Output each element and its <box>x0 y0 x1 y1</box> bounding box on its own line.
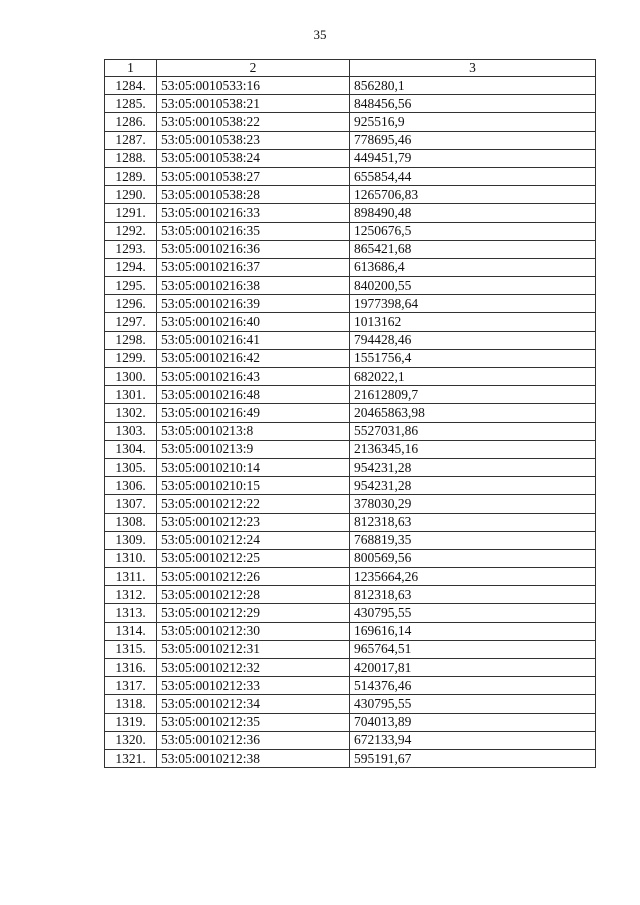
table-row <box>105 240 596 258</box>
cadastral-number: 53:05:0010216:41 <box>157 331 350 349</box>
cadastral-table <box>104 59 596 768</box>
value-cell: 965764,51 <box>350 640 596 658</box>
cadastral-number: 53:05:0010216:42 <box>157 349 350 367</box>
table-row <box>105 149 596 167</box>
value-cell: 840200,55 <box>350 277 596 295</box>
row-number: 1285. <box>105 95 157 113</box>
row-number: 1296. <box>105 295 157 313</box>
value-cell: 954231,28 <box>350 458 596 476</box>
cadastral-number: 53:05:0010216:37 <box>157 258 350 276</box>
cadastral-number: 53:05:0010538:23 <box>157 131 350 149</box>
cadastral-number: 53:05:0010216:40 <box>157 313 350 331</box>
table-row <box>105 695 596 713</box>
cadastral-number: 53:05:0010212:24 <box>157 531 350 549</box>
value-cell: 925516,9 <box>350 113 596 131</box>
value-cell: 954231,28 <box>350 477 596 495</box>
cadastral-number: 53:05:0010216:49 <box>157 404 350 422</box>
value-cell: 1235664,26 <box>350 568 596 586</box>
row-number: 1317. <box>105 677 157 695</box>
value-cell: 1013162 <box>350 313 596 331</box>
cadastral-number: 53:05:0010216:36 <box>157 240 350 258</box>
value-cell: 848456,56 <box>350 95 596 113</box>
row-number: 1290. <box>105 186 157 204</box>
cadastral-number: 53:05:0010212:25 <box>157 549 350 567</box>
row-number: 1321. <box>105 749 157 767</box>
table-row <box>105 331 596 349</box>
value-cell: 613686,4 <box>350 258 596 276</box>
table-row <box>105 131 596 149</box>
row-number: 1310. <box>105 549 157 567</box>
table-row <box>105 495 596 513</box>
value-cell: 20465863,98 <box>350 404 596 422</box>
cadastral-number: 53:05:0010212:22 <box>157 495 350 513</box>
value-cell: 169616,14 <box>350 622 596 640</box>
value-cell: 430795,55 <box>350 604 596 622</box>
cadastral-number: 53:05:0010538:28 <box>157 186 350 204</box>
cadastral-number: 53:05:0010212:23 <box>157 513 350 531</box>
value-cell: 449451,79 <box>350 149 596 167</box>
cadastral-number: 53:05:0010212:28 <box>157 586 350 604</box>
row-number: 1315. <box>105 640 157 658</box>
table-row <box>105 386 596 404</box>
table-row <box>105 458 596 476</box>
table-row <box>105 604 596 622</box>
row-number: 1312. <box>105 586 157 604</box>
header-col-3: 3 <box>350 60 596 77</box>
table-row <box>105 568 596 586</box>
table-row <box>105 295 596 313</box>
value-cell: 794428,46 <box>350 331 596 349</box>
value-cell: 420017,81 <box>350 659 596 677</box>
table-body <box>105 60 596 768</box>
value-cell: 812318,63 <box>350 586 596 604</box>
table-row <box>105 731 596 749</box>
cadastral-number: 53:05:0010216:38 <box>157 277 350 295</box>
cadastral-number: 53:05:0010538:27 <box>157 167 350 185</box>
cadastral-number: 53:05:0010538:24 <box>157 149 350 167</box>
value-cell: 778695,46 <box>350 131 596 149</box>
row-number: 1301. <box>105 386 157 404</box>
table-row <box>105 349 596 367</box>
table-row <box>105 313 596 331</box>
cadastral-number: 53:05:0010212:35 <box>157 713 350 731</box>
value-cell: 21612809,7 <box>350 386 596 404</box>
value-cell: 800569,56 <box>350 549 596 567</box>
value-cell: 704013,89 <box>350 713 596 731</box>
page-number: 35 <box>313 27 327 42</box>
value-cell: 812318,63 <box>350 513 596 531</box>
row-number: 1320. <box>105 731 157 749</box>
value-cell: 514376,46 <box>350 677 596 695</box>
row-number: 1308. <box>105 513 157 531</box>
row-number: 1306. <box>105 477 157 495</box>
table-row <box>105 95 596 113</box>
value-cell: 655854,44 <box>350 167 596 185</box>
table-row <box>105 422 596 440</box>
row-number: 1299. <box>105 349 157 367</box>
row-number: 1297. <box>105 313 157 331</box>
cadastral-number: 53:05:0010212:32 <box>157 659 350 677</box>
header-col-1: 1 <box>105 60 157 77</box>
cadastral-number: 53:05:0010212:30 <box>157 622 350 640</box>
row-number: 1291. <box>105 204 157 222</box>
row-number: 1304. <box>105 440 157 458</box>
table-row <box>105 368 596 386</box>
row-number: 1309. <box>105 531 157 549</box>
table-row <box>105 713 596 731</box>
value-cell: 378030,29 <box>350 495 596 513</box>
cadastral-number: 53:05:0010210:14 <box>157 458 350 476</box>
cadastral-number: 53:05:0010212:26 <box>157 568 350 586</box>
value-cell: 595191,67 <box>350 749 596 767</box>
table-row <box>105 677 596 695</box>
row-number: 1288. <box>105 149 157 167</box>
value-cell: 1977398,64 <box>350 295 596 313</box>
row-number: 1295. <box>105 277 157 295</box>
row-number: 1316. <box>105 659 157 677</box>
value-cell: 768819,35 <box>350 531 596 549</box>
table-row <box>105 77 596 95</box>
row-number: 1303. <box>105 422 157 440</box>
table-row <box>105 222 596 240</box>
row-number: 1289. <box>105 167 157 185</box>
cadastral-number: 53:05:0010216:43 <box>157 368 350 386</box>
cadastral-number: 53:05:0010213:9 <box>157 440 350 458</box>
row-number: 1311. <box>105 568 157 586</box>
table-row <box>105 531 596 549</box>
cadastral-number: 53:05:0010212:38 <box>157 749 350 767</box>
value-cell: 682022,1 <box>350 368 596 386</box>
value-cell: 865421,68 <box>350 240 596 258</box>
cadastral-number: 53:05:0010538:21 <box>157 95 350 113</box>
cadastral-number: 53:05:0010212:36 <box>157 731 350 749</box>
table-row <box>105 186 596 204</box>
header-col-2: 2 <box>157 60 350 77</box>
cadastral-number: 53:05:0010216:33 <box>157 204 350 222</box>
table-row <box>105 477 596 495</box>
cadastral-number: 53:05:0010216:48 <box>157 386 350 404</box>
cadastral-number: 53:05:0010212:29 <box>157 604 350 622</box>
cadastral-number: 53:05:0010216:35 <box>157 222 350 240</box>
value-cell: 898490,48 <box>350 204 596 222</box>
row-number: 1302. <box>105 404 157 422</box>
table-row <box>105 640 596 658</box>
value-cell: 1265706,83 <box>350 186 596 204</box>
table-row <box>105 404 596 422</box>
row-number: 1294. <box>105 258 157 276</box>
cadastral-number: 53:05:0010212:33 <box>157 677 350 695</box>
row-number: 1307. <box>105 495 157 513</box>
row-number: 1305. <box>105 458 157 476</box>
table-row <box>105 549 596 567</box>
row-number: 1287. <box>105 131 157 149</box>
cadastral-number: 53:05:0010533:16 <box>157 77 350 95</box>
row-number: 1284. <box>105 77 157 95</box>
table-row <box>105 258 596 276</box>
table-row <box>105 277 596 295</box>
cadastral-number: 53:05:0010216:39 <box>157 295 350 313</box>
cadastral-number: 53:05:0010538:22 <box>157 113 350 131</box>
value-cell: 1551756,4 <box>350 349 596 367</box>
row-number: 1292. <box>105 222 157 240</box>
value-cell: 672133,94 <box>350 731 596 749</box>
cadastral-number: 53:05:0010212:31 <box>157 640 350 658</box>
table-row <box>105 440 596 458</box>
table-row <box>105 586 596 604</box>
cadastral-number: 53:05:0010210:15 <box>157 477 350 495</box>
row-number: 1293. <box>105 240 157 258</box>
table-row <box>105 749 596 767</box>
row-number: 1300. <box>105 368 157 386</box>
value-cell: 856280,1 <box>350 77 596 95</box>
table-row <box>105 204 596 222</box>
row-number: 1286. <box>105 113 157 131</box>
row-number: 1319. <box>105 713 157 731</box>
value-cell: 1250676,5 <box>350 222 596 240</box>
table-row <box>105 167 596 185</box>
value-cell: 5527031,86 <box>350 422 596 440</box>
row-number: 1313. <box>105 604 157 622</box>
cadastral-number: 53:05:0010213:8 <box>157 422 350 440</box>
table-header-row <box>105 60 596 77</box>
table-row <box>105 513 596 531</box>
table-row <box>105 113 596 131</box>
row-number: 1298. <box>105 331 157 349</box>
row-number: 1314. <box>105 622 157 640</box>
value-cell: 2136345,16 <box>350 440 596 458</box>
table-row <box>105 622 596 640</box>
table-row <box>105 659 596 677</box>
cadastral-number: 53:05:0010212:34 <box>157 695 350 713</box>
row-number: 1318. <box>105 695 157 713</box>
value-cell: 430795,55 <box>350 695 596 713</box>
